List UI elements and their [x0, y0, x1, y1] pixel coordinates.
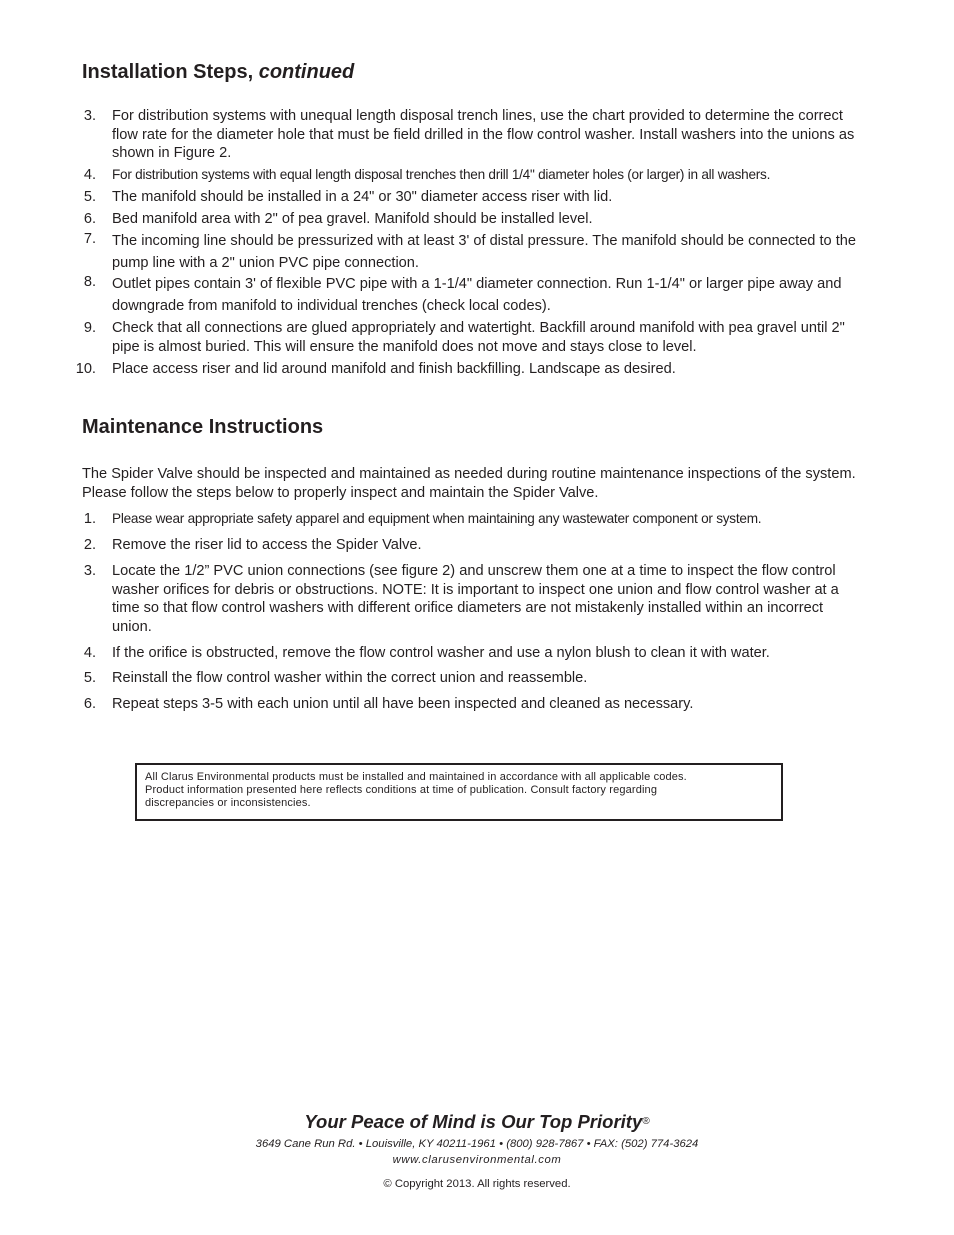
- installation-heading-continued: continued: [258, 61, 355, 83]
- step-number: 9.: [83, 320, 96, 336]
- step-number: 1.: [83, 511, 96, 527]
- step-text: The incoming line should be pressurized with at least 3' of distal pressure. The manifold should be connected to the pump line with a 2" union PVC pipe connection.: [112, 233, 856, 271]
- step-text: Bed manifold area with 2" of pea gravel. Manifold should be installed level.: [112, 211, 593, 227]
- step-text: Place access riser and lid around manifold and finish backfilling. Landscape as desired.: [112, 361, 676, 377]
- step-text: Repeat steps 3-5 with each union until all have been inspected and cleaned as necessary.: [112, 696, 694, 712]
- step-text: Locate the 1/2” PVC union connections (see figure 2) and unscrew them one at a time to inspect the flow control washer orifices for debris or obstructions. NOTE: It is important to inspect one union and flow control washer at a time so that flow control washers with different orifice diameters are not mistakenly installed within an incorrect union.: [112, 563, 839, 635]
- step-text: Outlet pipes contain 3' of flexible PVC pipe with a 1-1/4" diameter connection. Run 1-1/4" or larger pipe away and downgrade from manifold to individual trenches (check local codes).: [112, 276, 842, 314]
- step-text: For distribution systems with equal length disposal trenches then drill 1/4" diameter holes (or larger) in all washers.: [112, 167, 771, 182]
- step-number: 4.: [83, 645, 96, 661]
- step-text: If the orifice is obstructed, remove the flow control washer and use a nylon blush to clean it with water.: [112, 645, 770, 661]
- step-text: Please wear appropriate safety apparel and equipment when maintaining any wastewater component or system.: [112, 511, 762, 526]
- step-number: 10.: [75, 361, 96, 377]
- step-number: 4.: [83, 167, 96, 183]
- step-number: 2.: [83, 537, 96, 553]
- footer-copyright: © Copyright 2013. All rights reserved.: [383, 1178, 571, 1190]
- step-number: 7.: [83, 231, 96, 247]
- disclaimer-line-1: All Clarus Environmental products must be installed and maintained in accordance with all applicable codes.: [145, 771, 687, 783]
- step-text: Reinstall the flow control washer within the correct union and reassemble.: [112, 670, 588, 686]
- step-text: The manifold should be installed in a 24" or 30" diameter access riser with lid.: [112, 189, 613, 205]
- disclaimer-line-2: Product information presented here reflects conditions at time of publication. Consult factory regarding: [145, 784, 658, 796]
- step-number: 6.: [83, 211, 96, 227]
- step-number: 8.: [83, 274, 96, 290]
- step-number: 5.: [83, 670, 96, 686]
- maintenance-intro: The Spider Valve should be inspected and maintained as needed during routine maintenance inspections of the system. Please follow the steps below to properly inspect and maintain the Spider Valve.: [82, 466, 856, 501]
- step-text: Remove the riser lid to access the Spider Valve.: [112, 537, 422, 553]
- slogan-text: Your Peace of Mind is Our Top Priority: [304, 1111, 643, 1132]
- footer-slogan: [0, 1111, 954, 1133]
- step-number: 5.: [83, 189, 96, 205]
- footer-website[interactable]: www.clarusenvironmental.com: [392, 1154, 562, 1166]
- step-text: Check that all connections are glued appropriately and watertight. Backfill around manifold with pea gravel until 2" pipe is almost buried. This will ensure the manifold does not move and stays close to level.: [112, 320, 845, 355]
- disclaimer-box: [135, 763, 783, 821]
- step-number: 3.: [83, 108, 96, 124]
- footer-address: 3649 Cane Run Rd. • Louisville, KY 40211-1961 • (800) 928-7867 • FAX: (502) 774-3624: [255, 1138, 699, 1150]
- installation-heading-text: Installation Steps,: [82, 61, 259, 83]
- step-number: 6.: [83, 696, 96, 712]
- maintenance-heading: Maintenance Instructions: [82, 416, 324, 438]
- step-number: 3.: [83, 563, 96, 579]
- disclaimer-line-3: discrepancies or inconsistencies.: [145, 797, 311, 809]
- registered-mark: ®: [642, 1116, 650, 1127]
- step-text: For distribution systems with unequal length disposal trench lines, use the chart provided to determine the correct flow rate for the diameter hole that must be field drilled in the flow control washer. Install washers into the unions as shown in Figure 2.: [112, 108, 855, 161]
- installation-heading: [82, 61, 354, 84]
